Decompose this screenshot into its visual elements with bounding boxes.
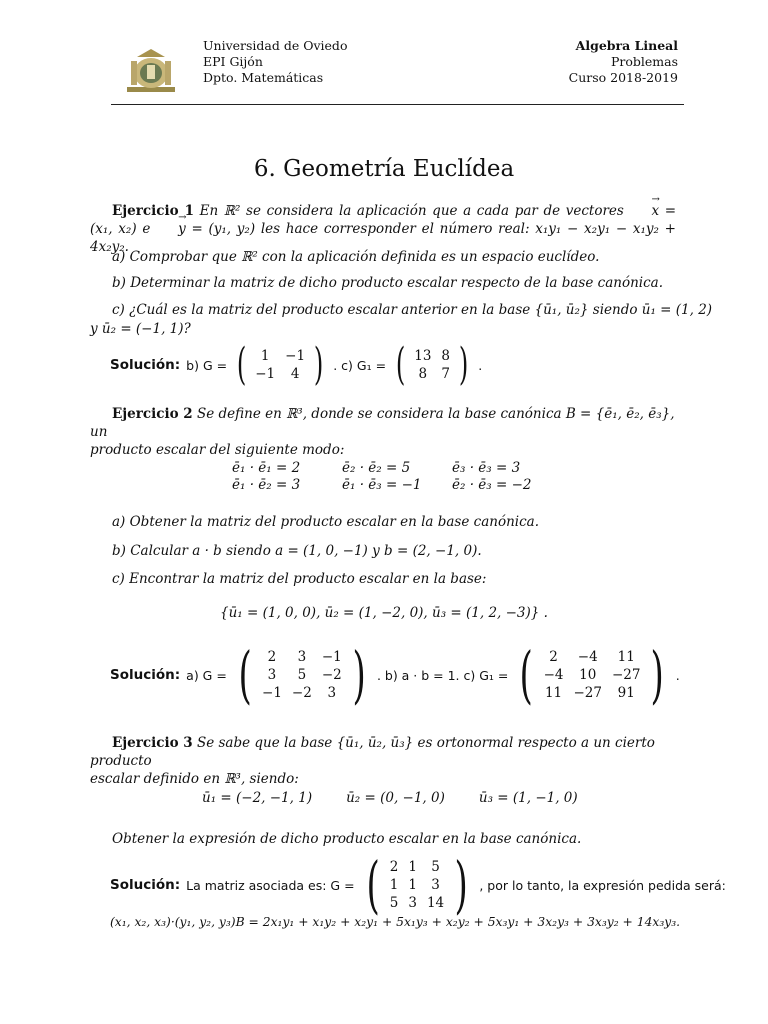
header-university: Universidad de Oviedo [203,38,348,53]
vector-u1: ū₁ = (−2, −1, 1) [202,790,313,806]
vector-u2: ū₂ = (0, −1, 0) [346,790,445,806]
matrix-cell: 1 [389,877,399,893]
matrix-cell: 3 [408,895,417,911]
matrix-cell: −4 [577,649,598,665]
matrix-cell: 8 [418,366,428,382]
solution-part-b-c: . b) a · b = 1. c) G₁ = [376,667,509,683]
exercise-1-part-c-line1: c) ¿Cuál es la matriz del producto escalar anterior en la base {ū₁, ū₂} siendo ū₁ = (1, 2) [112,302,713,318]
matrix-cell: 3 [297,649,307,665]
header-right [569,38,678,86]
product: ē₁ · ē₂ = 3 [232,477,301,493]
matrix-cell: 5 [389,895,399,911]
scalar-products-grid [232,460,562,494]
matrix-cell: 1 [408,877,417,893]
header-doc-type: Problemas [610,54,678,69]
exercise-3-label: Ejercicio 3 [112,735,193,751]
matrix-g1: ( 2 −4 11 −4 10 −27 11 −27 91 ) [519,638,665,711]
product: ē₂ · ē₂ = 5 [342,460,411,476]
vector-u3: ū₃ = (1, −1, 0) [478,790,578,806]
solution-part-c: . c) G₁ = [333,357,387,373]
exercise-3-vectors [202,789,578,807]
solution-label: Solución: [110,667,181,683]
exercise-2 [90,405,676,459]
exercise-3-solution [110,848,726,921]
exercise-3-expression: (x₁, x₂, x₃)·(y₁, y₂, y₃)B = 2x₁y₁ + x₁y₂ + x₂y₁ + 5x₁y₃ + x₂y₂ + 5x₃y₁ + 3x₂y₃ + 3x₃y₂ + 14x₃y₃. [110,915,681,929]
solution-text: La matriz asociada es: G = [186,877,355,893]
solution-after-text: , por lo tanto, la expresión pedida será: [479,877,726,893]
matrix-cell: 10 [579,667,597,683]
exercise-1-part-b: b) Determinar la matriz de dicho producto escalar respecto de la base canónica. [112,275,663,291]
exercise-1-part-c-line2: y ū₂ = (−1, 1)? [90,321,191,337]
matrix-cell: 2 [389,859,399,875]
matrix-cell: 13 [414,348,432,364]
matrix-g: ( 2 1 5 1 1 3 5 3 14 ) [366,848,468,921]
exercise-2-part-a: a) Obtener la matriz del producto escalar en la base canónica. [112,514,539,530]
matrix-cell: −2 [291,685,312,701]
matrix-g1: ( 13 8 8 7 ) [395,339,469,390]
solution-part-b: b) G = [186,357,228,373]
matrix-cell: −1 [262,685,282,701]
matrix-cell: −27 [573,685,602,701]
matrix-g: ( 2 3 −1 3 5 −2 −1 −2 3 ) [238,638,366,711]
vector-y: → y [156,220,186,238]
exercise-3 [90,734,676,788]
exercise-1-text-b: = (x₁, x₂) e [90,203,677,237]
vector-x: → x [629,202,659,220]
product: ē₂ · ē₃ = −2 [452,477,532,493]
header-year: Curso 2018-2019 [568,70,678,85]
matrix-g: ( 1 −1 −1 4 ) [236,339,324,390]
exercise-2-text-1: Se define en ℝ³, donde se considera la base canónica B = {ē₁, ē₂, ē₃}, un [90,406,675,440]
matrix-cell: −27 [611,667,641,683]
solution-label: Solución: [110,357,181,373]
matrix-cell: 5 [431,859,440,875]
matrix-cell: −1 [255,366,276,382]
university-seal-logo [123,47,179,95]
matrix-cell: 8 [441,348,451,364]
product: ē₁ · ē₃ = −1 [342,477,422,493]
exercise-2-base: {ū₁ = (1, 0, 0), ū₂ = (1, −2, 0), ū₃ = (1, 2, −3)} . [220,605,548,621]
product: ē₃ · ē₃ = 3 [452,460,521,476]
exercise-3-task: Obtener la expresión de dicho producto escalar en la base canónica. [112,831,582,847]
solution-end: . [478,357,483,373]
matrix-cell: 7 [441,366,451,382]
exercise-1-label: Ejercicio 1 [112,203,194,219]
solution-part-a: a) G = [186,667,227,683]
exercise-1-part-a: a) Comprobar que ℝ² con la aplicación definida es un espacio euclídeo. [112,249,600,265]
solution-end: . [675,667,680,683]
exercise-1-solution [110,339,483,390]
header-separator [111,104,684,105]
exercise-2-text-2: producto escalar del siguiente modo: [90,442,345,458]
matrix-cell: −1 [321,649,342,665]
exercise-2-part-b: b) Calcular a · b siendo a = (1, 0, −1) y b = (2, −1, 0). [112,543,482,559]
header-school: EPI Gijón [203,54,263,69]
exercise-1-text-a: En ℝ² se considera la aplicación que a cada par de vectores [199,203,624,219]
matrix-cell: 11 [617,649,635,665]
product: ē₁ · ē₁ = 2 [232,460,301,476]
matrix-cell: 2 [549,649,558,665]
matrix-cell: 14 [426,895,445,911]
matrix-cell: 3 [431,877,440,893]
matrix-cell: 2 [267,649,277,665]
matrix-cell: −4 [543,667,564,683]
matrix-cell: 5 [297,667,307,683]
solution-label: Solución: [110,877,181,893]
exercise-3-text-2: escalar definido en ℝ³, siendo: [90,771,299,787]
matrix-cell: 1 [408,859,417,875]
exercise-2-part-c: c) Encontrar la matriz del producto escalar en la base: [112,571,487,587]
page-title: 6. Geometría Euclídea [253,156,515,182]
exercise-2-solution [110,638,680,711]
matrix-cell: 11 [544,685,563,701]
exercise-2-label: Ejercicio 2 [112,406,193,422]
matrix-cell: 3 [267,667,277,683]
exercise-3-text-1: Se sabe que la base {ū₁, ū₂, ū₃} es ortonormal respecto a un cierto producto [90,735,655,769]
header-department: Dpto. Matemáticas [203,70,324,85]
matrix-cell: −1 [285,348,306,364]
exercise-1-text-c: = (y₁, y₂) les hace corresponder el número real: x₁y₁ − x₂y₁ − x₁y₂ + 4x₂y₂. [90,221,676,255]
matrix-cell: 3 [327,685,337,701]
header-left [203,38,347,86]
matrix-cell: 4 [290,366,300,382]
matrix-cell: 91 [617,685,635,701]
header-course-name: Algebra Lineal [575,38,678,53]
matrix-cell: −2 [321,667,342,683]
matrix-cell: 1 [260,348,270,364]
